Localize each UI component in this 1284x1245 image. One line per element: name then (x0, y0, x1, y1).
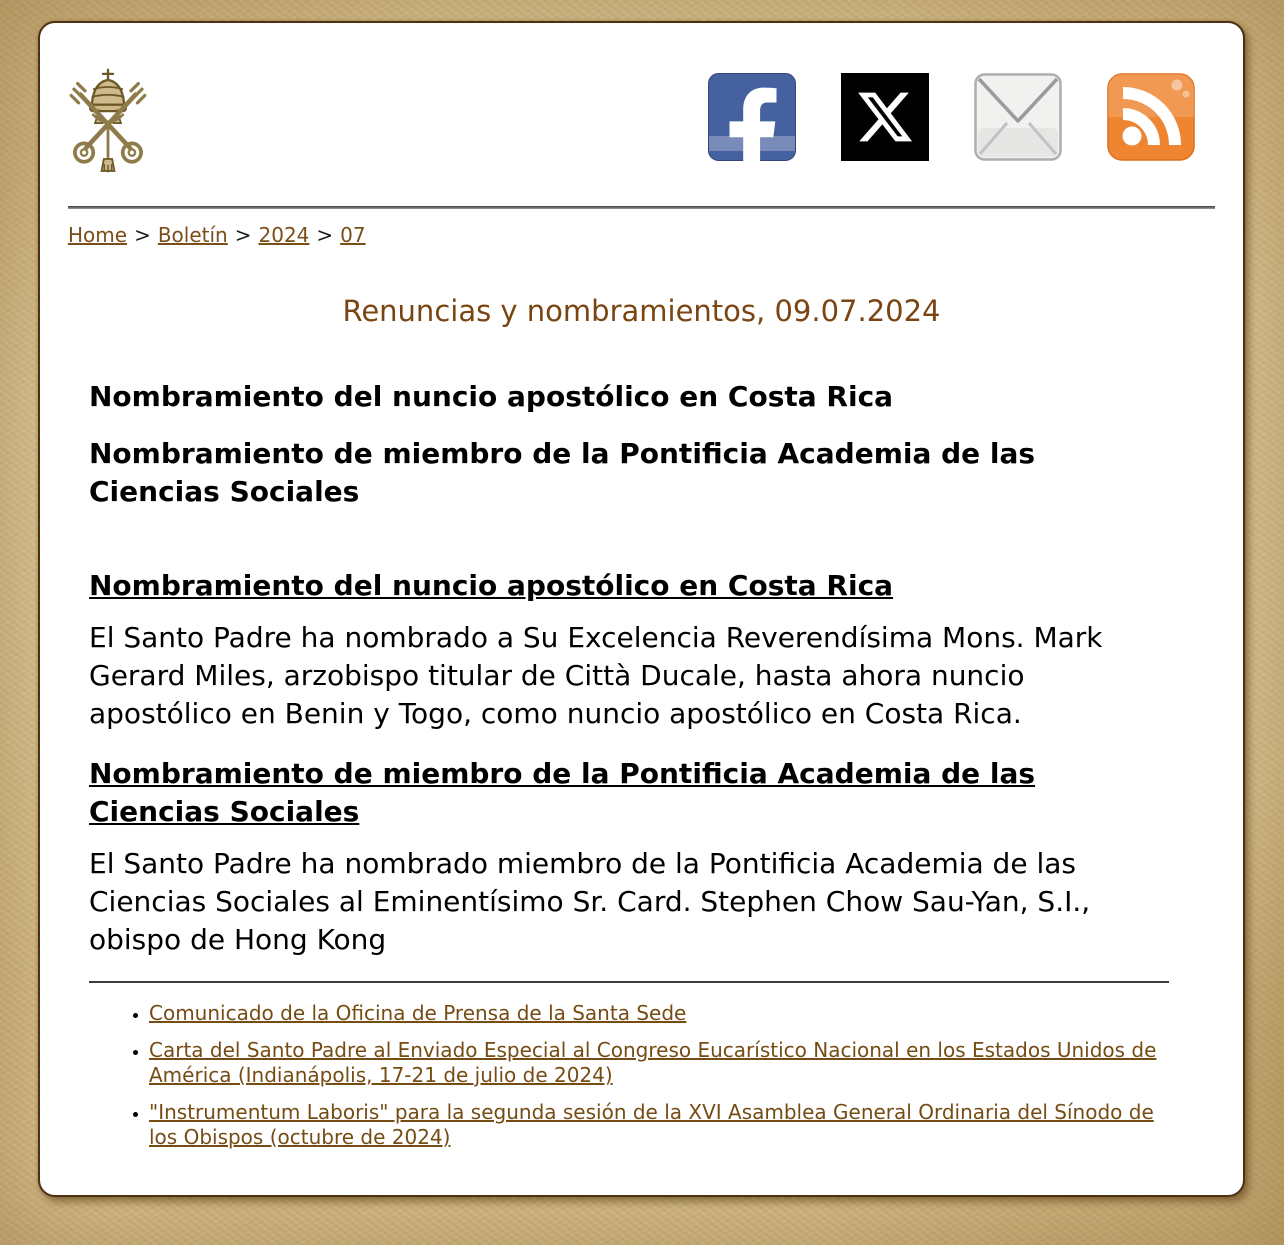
rss-icon (1107, 73, 1195, 161)
related-links-list (89, 1001, 1169, 1150)
vatican-crest-icon (62, 67, 154, 177)
related-link-comunicado[interactable]: Comunicado de la Oficina de Prensa de la Santa Sede (149, 1001, 687, 1025)
x-twitter-icon (841, 73, 929, 161)
list-item (149, 1038, 1169, 1088)
share-icons (708, 73, 1195, 161)
breadcrumb-separator: > (316, 223, 334, 247)
related-link-instrumentum-laboris[interactable]: "Instrumentum Laboris" para la segunda sesión de la XVI Asamblea General Ordinaria del Sínodo de los Obispos (octubre de 2024) (149, 1100, 1154, 1149)
breadcrumb-separator: > (234, 223, 252, 247)
facebook-icon (708, 73, 796, 161)
breadcrumb-2024-link[interactable]: 2024 (258, 223, 310, 247)
email-envelope-icon (974, 73, 1062, 161)
section-heading-nuncio-costa-rica: Nombramiento del nuncio apostólico en Costa Rica (89, 569, 894, 602)
section-heading-academia-ciencias: Nombramiento de miembro de la Pontificia Academia de las Ciencias Sociales (89, 757, 1036, 828)
breadcrumb-home-link[interactable]: Home (68, 223, 128, 247)
related-link-carta-congreso[interactable]: Carta del Santo Padre al Enviado Especial al Congreso Eucarístico Nacional en los Estados Unidos de América (Indianápolis, 17-21 de julio de 2024) (149, 1038, 1157, 1087)
list-item (149, 1001, 1169, 1026)
email-share-button[interactable] (974, 73, 1062, 161)
related-links-divider (89, 981, 1169, 983)
facebook-share-button[interactable] (708, 73, 796, 161)
breadcrumb-separator: > (134, 223, 151, 247)
summary-link-academia-ciencias[interactable]: Nombramiento de miembro de la Pontificia Academia de las Ciencias Sociales (89, 437, 1036, 508)
section-body-nuncio-costa-rica: El Santo Padre ha nombrado a Su Excelencia Reverendísima Mons. Mark Gerard Miles, arzobispo titular de Città Ducale, hasta ahora nuncio apostólico en Benin y Togo, como nuncio apostólico en Costa Rica. (89, 621, 1103, 730)
content-panel (38, 21, 1245, 1197)
breadcrumb-boletin-link[interactable]: Boletín (157, 223, 228, 247)
page-title: Renuncias y nombramientos, 09.07.2024 (342, 294, 941, 328)
bulletin-body (89, 378, 1169, 1150)
list-item (149, 1100, 1169, 1150)
summary-link-nuncio-costa-rica[interactable]: Nombramiento del nuncio apostólico en Costa Rica (89, 380, 894, 413)
rss-share-button[interactable] (1107, 73, 1195, 161)
x-twitter-share-button[interactable] (841, 73, 929, 161)
vatican-coat-of-arms-logo[interactable] (62, 67, 154, 179)
breadcrumb-07-link[interactable]: 07 (340, 223, 366, 247)
page-header (68, 23, 1215, 206)
breadcrumb (68, 223, 1215, 247)
section-body-academia-ciencias: El Santo Padre ha nombrado miembro de la Pontificia Academia de las Ciencias Sociales al Eminentísimo Sr. Card. Stephen Chow Sau-Yan, S.I., obispo de Hong Kong (89, 847, 1091, 956)
header-divider (68, 206, 1215, 209)
